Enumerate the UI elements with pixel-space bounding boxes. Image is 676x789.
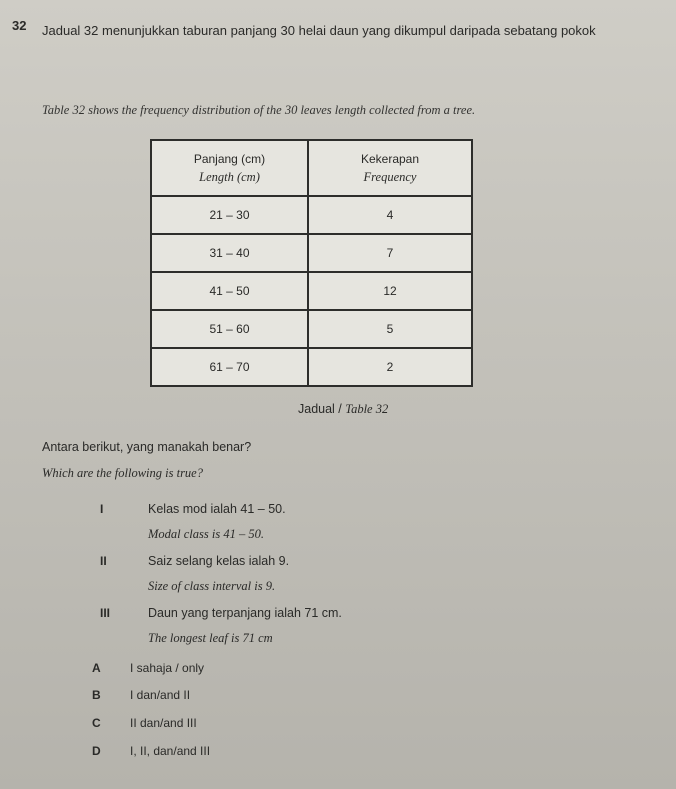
statement-number: III	[100, 606, 111, 620]
frequency-cell: 5	[308, 310, 472, 348]
table-row	[151, 196, 472, 234]
table-caption-malay: Jadual /	[298, 402, 342, 416]
length-cell: 21 – 30	[151, 196, 308, 234]
statement-malay: Saiz selang kelas ialah 9.	[148, 554, 290, 568]
length-cell: 31 – 40	[151, 234, 308, 272]
frequency-table	[150, 139, 473, 387]
frequency-cell: 12	[308, 272, 472, 310]
length-header-english: Length (cm)	[199, 170, 260, 184]
frequency-cell: 2	[308, 348, 472, 386]
length-cell: 51 – 60	[151, 310, 308, 348]
option-d-text[interactable]: I, II, dan/and III	[130, 744, 211, 758]
table-row	[151, 234, 472, 272]
statement-number: II	[100, 554, 107, 568]
frequency-header-english: Frequency	[363, 170, 417, 184]
length-cell: 61 – 70	[151, 348, 308, 386]
option-b-text[interactable]: I dan/and II	[130, 688, 191, 702]
table-caption	[298, 402, 388, 417]
prompt-english: Which are the following is true?	[42, 466, 203, 480]
table-caption-english: Table 32	[345, 402, 389, 416]
question-number: 32	[12, 18, 27, 33]
statement-english: Modal class is 41 – 50.	[148, 527, 264, 541]
prompt-malay: Antara berikut, yang manakah benar?	[42, 440, 252, 454]
option-a-text[interactable]: I sahaja / only	[130, 661, 205, 675]
frequency-header	[308, 140, 472, 196]
question-text-malay: Jadual 32 menunjukkan taburan panjang 30 helai daun yang dikumpul daripada sebatang pokok	[42, 23, 596, 38]
option-a-letter[interactable]: A	[92, 661, 101, 675]
option-c-letter[interactable]: C	[92, 716, 101, 730]
table-row	[151, 348, 472, 386]
frequency-header-malay: Kekerapan	[360, 152, 420, 166]
statement-malay: Kelas mod ialah 41 – 50.	[148, 502, 286, 516]
statement-english: Size of class interval is 9.	[148, 579, 276, 593]
option-d-letter[interactable]: D	[92, 744, 101, 758]
table-header-row	[151, 140, 472, 196]
length-cell: 41 – 50	[151, 272, 308, 310]
option-b-letter[interactable]: B	[92, 688, 101, 702]
statement-malay: Daun yang terpanjang ialah 71 cm.	[148, 606, 342, 620]
table-row	[151, 272, 472, 310]
length-header-malay: Panjang (cm)	[193, 152, 266, 166]
frequency-cell: 7	[308, 234, 472, 272]
statement-english: The longest leaf is 71 cm	[148, 631, 273, 645]
frequency-cell: 4	[308, 196, 472, 234]
question-text-english: Table 32 shows the frequency distribution of the 30 leaves length collected from a tree.	[42, 103, 476, 117]
statement-number: I	[100, 502, 104, 516]
option-c-text[interactable]: II dan/and III	[130, 716, 197, 730]
length-header	[151, 140, 308, 196]
table-row	[151, 310, 472, 348]
